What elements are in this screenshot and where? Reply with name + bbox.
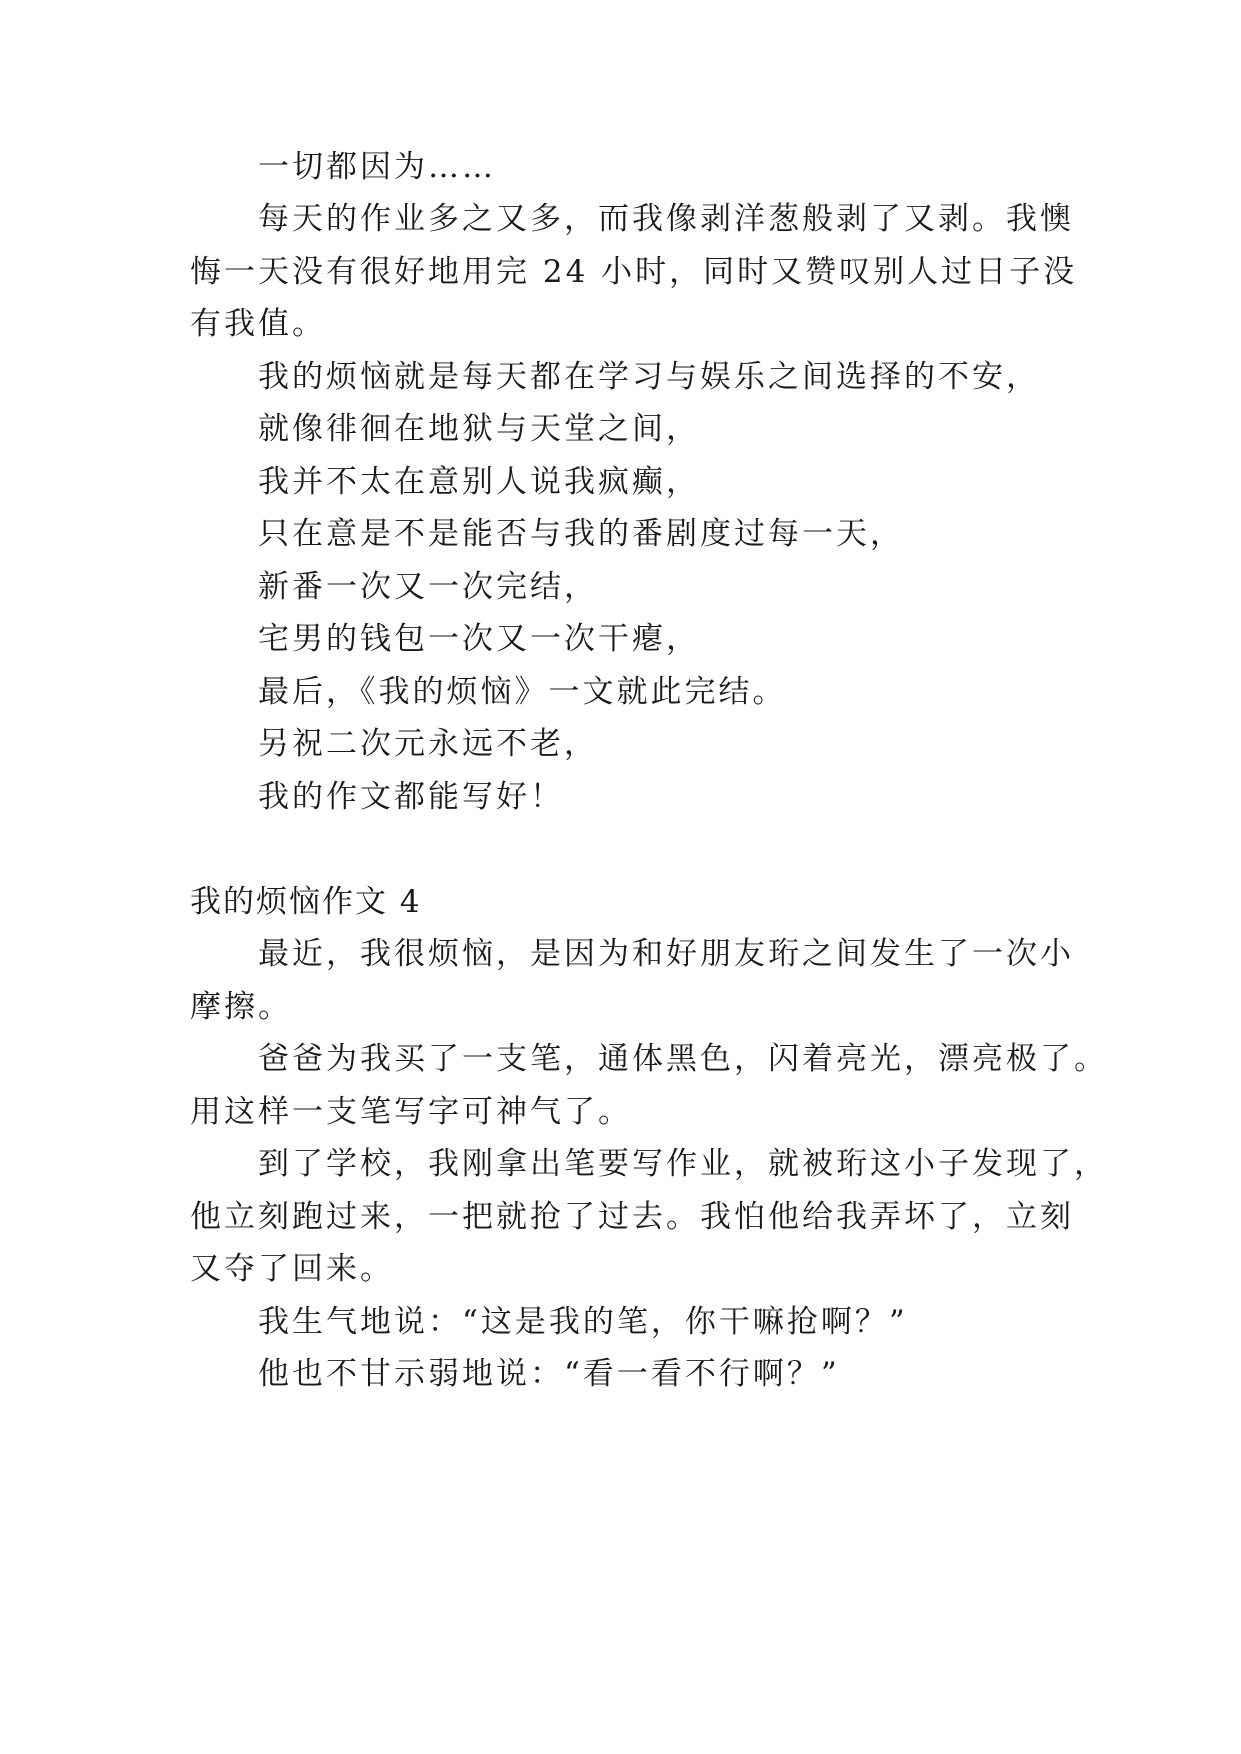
- paragraph-line: 就像徘徊在地狱与天堂之间，: [258, 411, 700, 447]
- paragraph-line: 摩擦。: [190, 989, 292, 1025]
- paragraph-line: 用这样一支笔写字可神气了。: [190, 1094, 632, 1130]
- paragraph-line: 到了学校，我刚拿出笔要写作业，就被珩这小子发现了，: [258, 1146, 1108, 1182]
- paragraph-line: 新番一次又一次完结，: [258, 569, 598, 605]
- paragraph-line: 又夺了回来。: [190, 1251, 394, 1287]
- paragraph-line: 有我值。: [190, 306, 326, 342]
- paragraph-line: 爸爸为我买了一支笔，通体黑色，闪着亮光，漂亮极了。: [258, 1041, 1108, 1077]
- paragraph-line: 另祝二次元永远不老，: [258, 726, 598, 762]
- paragraph-line: 只在意是不是能否与我的番剧度过每一天，: [258, 516, 904, 552]
- paragraph-line: 一切都因为……: [258, 149, 496, 185]
- paragraph-line: 悔一天没有很好地用完 24 小时，同时又赞叹别人过日子没: [190, 254, 1078, 290]
- paragraph-line: 我生气地说：“这是我的笔，你干嘛抢啊？”: [258, 1304, 908, 1340]
- paragraph-line: 他立刻跑过来，一把就抢了过去。我怕他给我弄坏了，立刻: [190, 1199, 1074, 1235]
- paragraph-line: 我的烦恼就是每天都在学习与娱乐之间选择的不安，: [258, 359, 1040, 395]
- paragraph-line: 宅男的钱包一次又一次干瘪，: [258, 621, 700, 657]
- paragraph-line: 最后，《我的烦恼》一文就此完结。: [258, 674, 787, 710]
- section-title: 我的烦恼作文 4: [190, 884, 422, 920]
- paragraph-line: 他也不甘示弱地说：“看一看不行啊？”: [258, 1356, 840, 1392]
- paragraph-line: 我并不太在意别人说我疯癫，: [258, 464, 700, 500]
- paragraph-line: 最近，我很烦恼，是因为和好朋友珩之间发生了一次小: [258, 936, 1074, 972]
- paragraph-line: 每天的作业多之又多，而我像剥洋葱般剥了又剥。我懊: [258, 201, 1074, 237]
- paragraph-line: 我的作文都能写好！: [258, 779, 564, 815]
